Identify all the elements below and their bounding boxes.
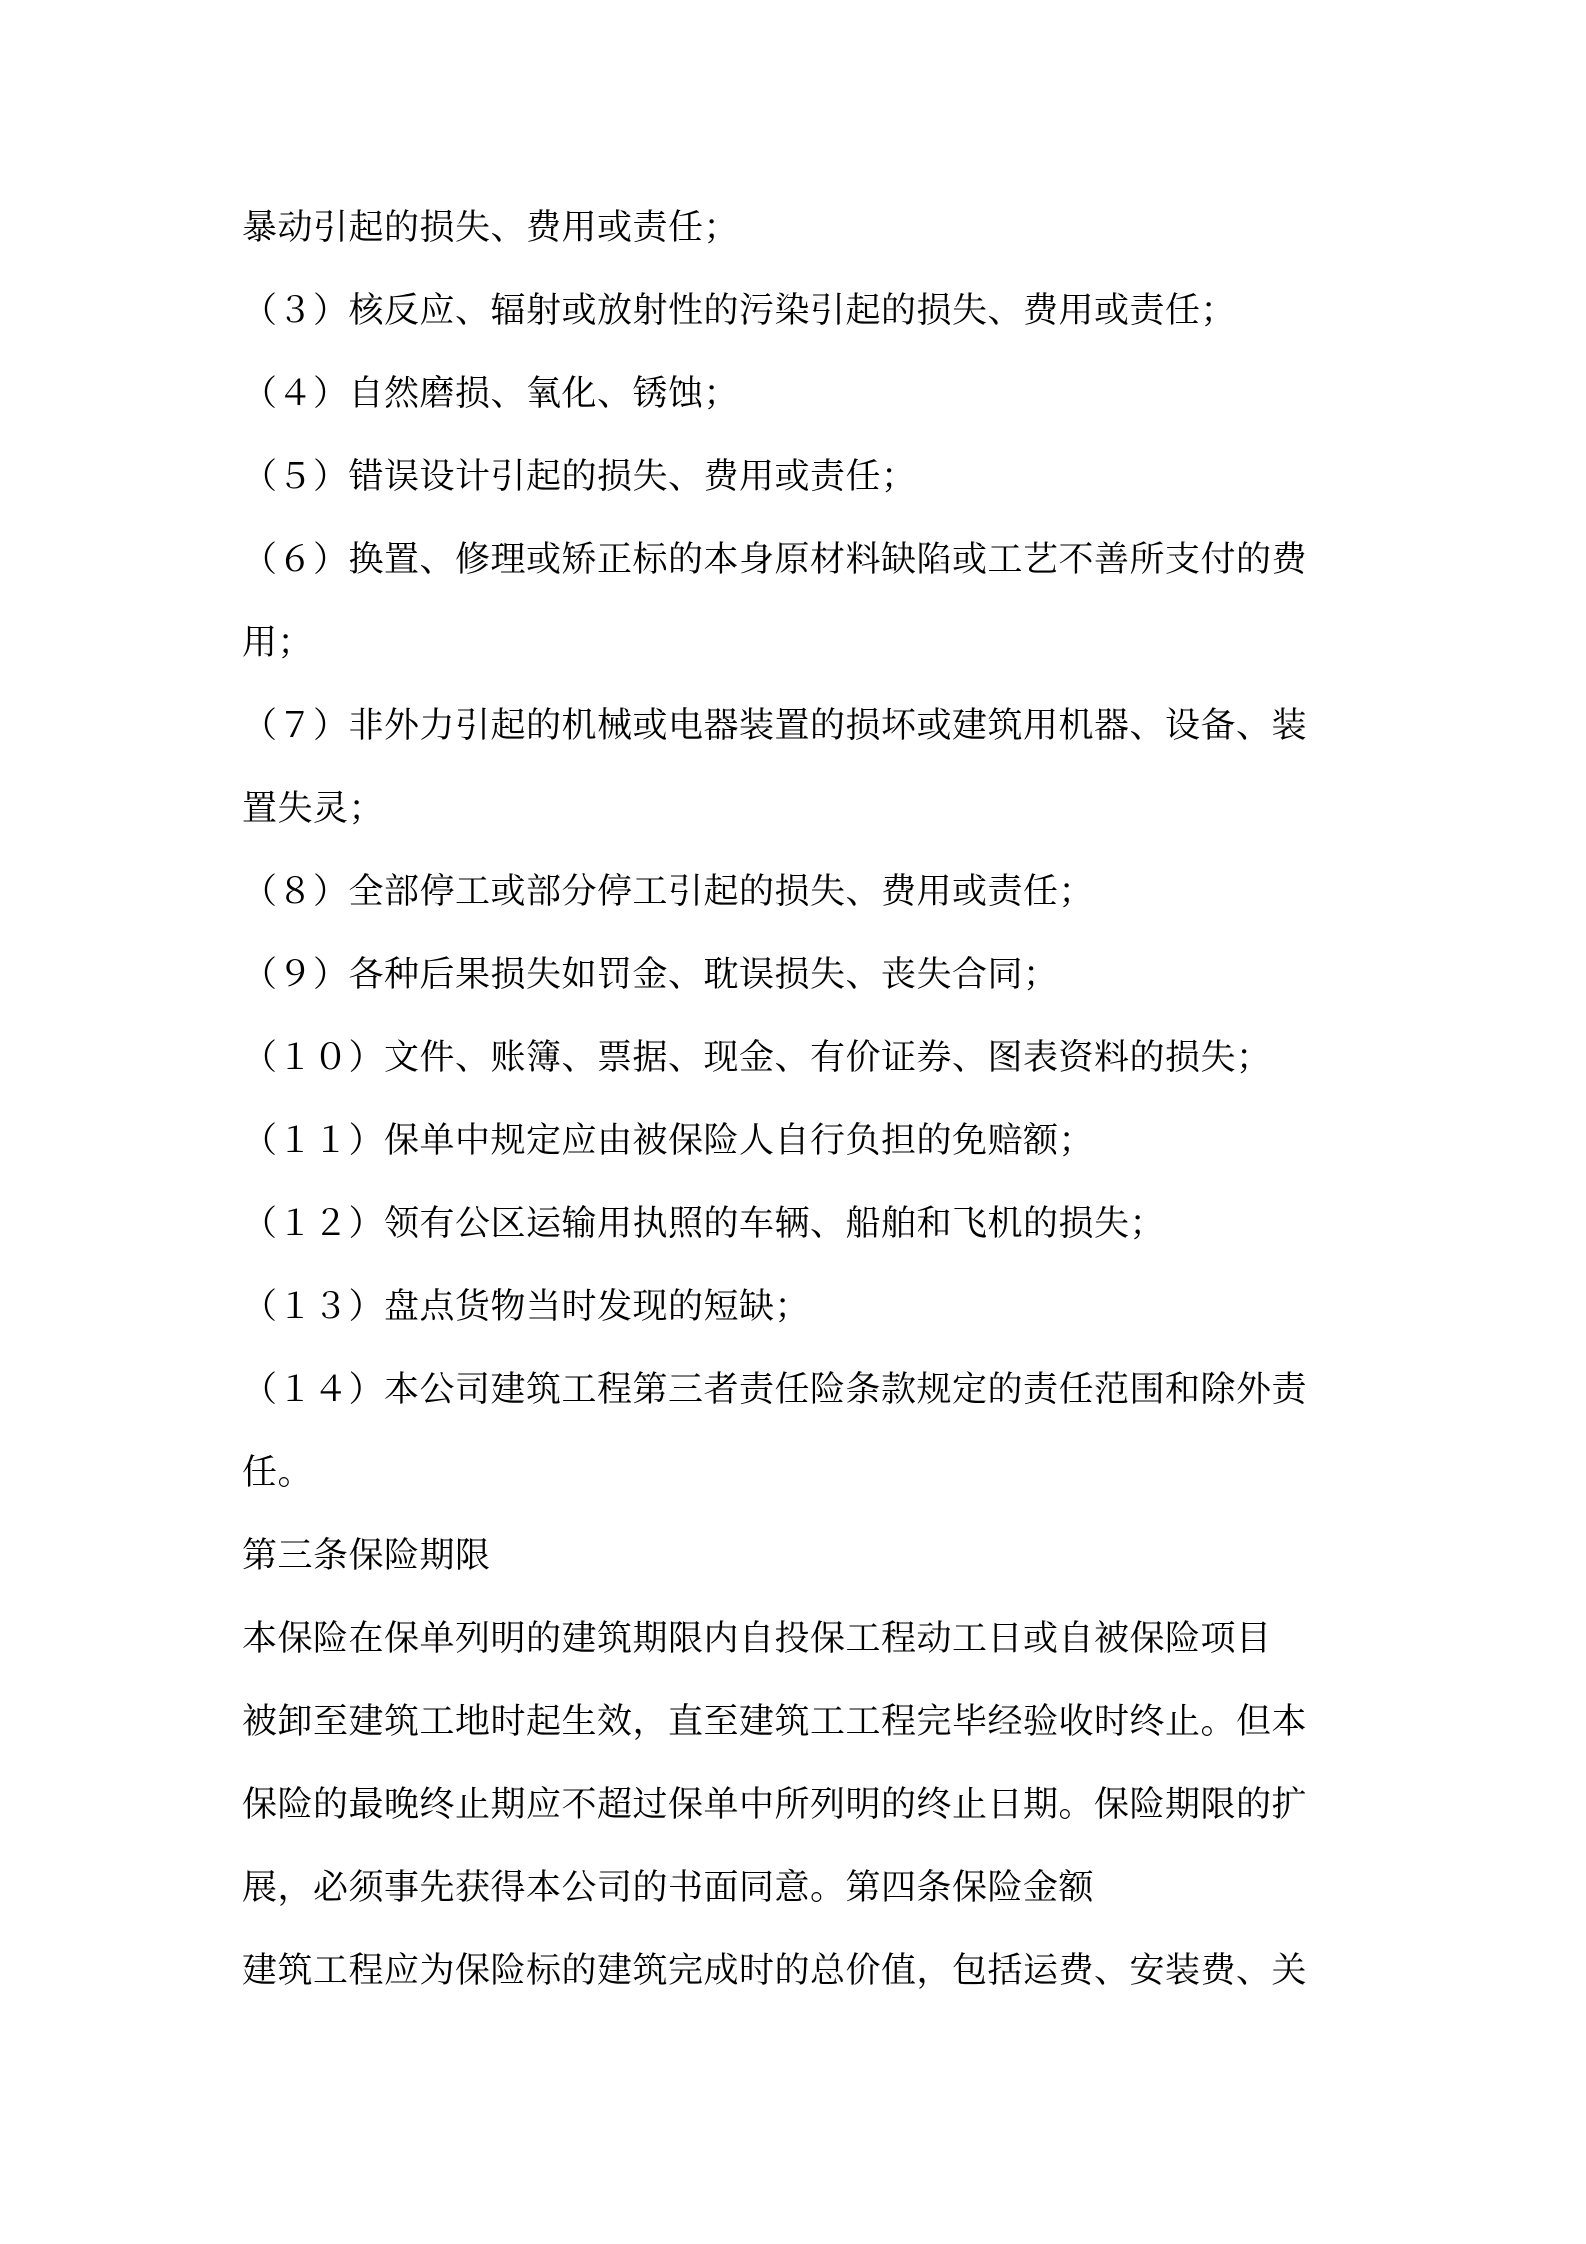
- text-line: （６）换置、修理或矫正标的本身原材料缺陷或工艺不善所支付的费: [242, 540, 1308, 580]
- text-line: （１４）本公司建筑工程第三者责任险条款规定的责任范围和除外责: [242, 1370, 1308, 1410]
- section-heading: 第三条保险期限: [242, 1536, 491, 1576]
- text-line: （５）错误设计引起的损失、费用或责任；: [242, 457, 917, 497]
- text-line: （１３）盘点货物当时发现的短缺；: [242, 1287, 811, 1327]
- text-line: 被卸至建筑工地时起生效，直至建筑工工程完毕经验收时终止。但本: [242, 1702, 1308, 1742]
- text-line: 建筑工程应为保险标的建筑完成时的总价值，包括运费、安装费、关: [242, 1951, 1308, 1991]
- text-line: （１２）领有公区运输用执照的车辆、船舶和飞机的损失；: [242, 1204, 1166, 1244]
- text-line: （９）各种后果损失如罚金、耽误损失、丧失合同；: [242, 955, 1059, 995]
- text-line: （３）核反应、辐射或放射性的污染引起的损失、费用或责任；: [242, 291, 1237, 331]
- text-line: 任。: [242, 1453, 314, 1493]
- text-line: 用；: [242, 623, 314, 663]
- text-line: 暴动引起的损失、费用或责任；: [242, 208, 740, 248]
- text-line: 展，必须事先获得本公司的书面同意。第四条保险金额: [242, 1868, 1095, 1908]
- text-line: （１０）文件、账簿、票据、现金、有价证券、图表资料的损失；: [242, 1038, 1272, 1078]
- text-line: 保险的最晚终止期应不超过保单中所列明的终止日期。保险期限的扩: [242, 1785, 1308, 1825]
- text-line: （１１）保单中规定应由被保险人自行负担的免赔额；: [242, 1121, 1095, 1161]
- text-line: 置失灵；: [242, 789, 385, 829]
- text-line: （８）全部停工或部分停工引起的损失、费用或责任；: [242, 872, 1095, 912]
- text-line: （７）非外力引起的机械或电器装置的损坏或建筑用机器、设备、装: [242, 706, 1308, 746]
- text-line: 本保险在保单列明的建筑期限内自投保工程动工日或自被保险项目: [242, 1619, 1272, 1659]
- text-line: （４）自然磨损、氧化、锈蚀；: [242, 374, 740, 414]
